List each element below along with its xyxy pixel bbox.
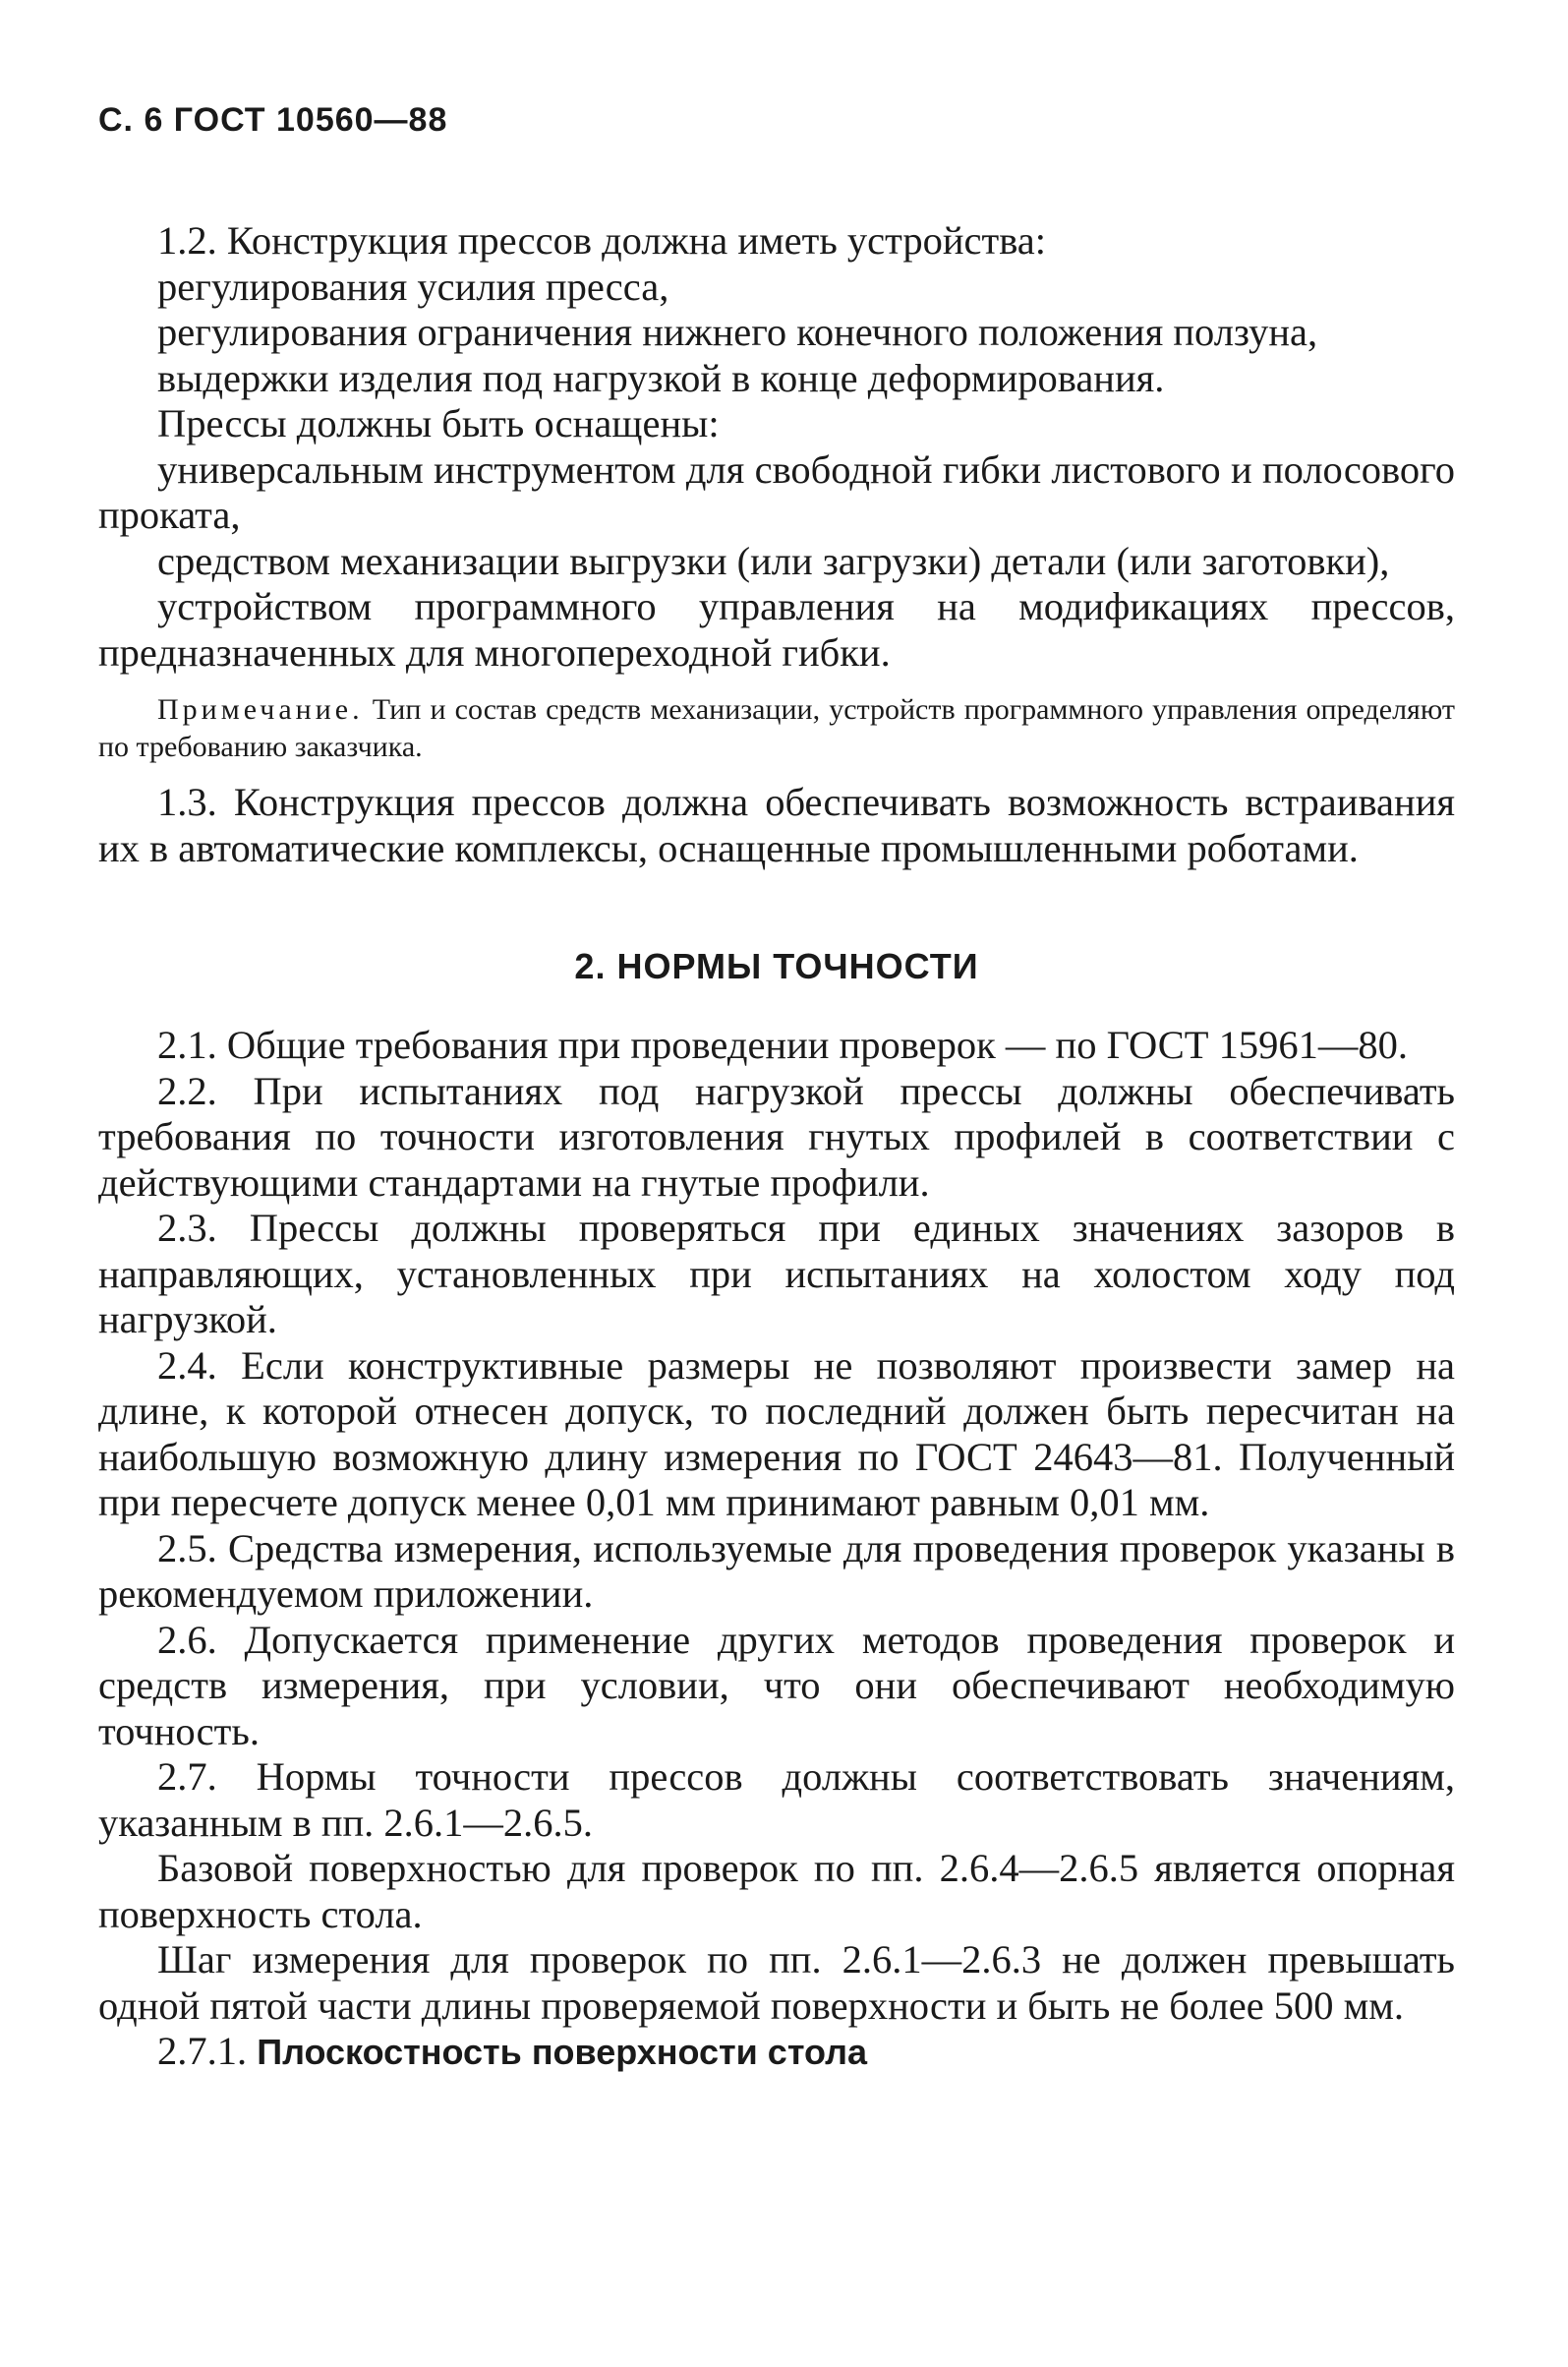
clause-2-6: 2.6. Допускается применение других методов проведения проверок и средств измерения, при условии, что они обеспечивают необходимую точность. <box>98 1617 1455 1753</box>
equipment-lead: Прессы должны быть оснащены: <box>157 401 720 445</box>
clause-2-2: 2.2. При испытаниях под нагрузкой прессы должны обеспечивать требования по точности изготовления гнутых профилей в соответствии с действующими стандартами на гнутые профили. <box>98 1068 1455 1205</box>
subheading-number: 2.7.1. <box>157 2029 248 2073</box>
clause-1-2-item: регулирования ограничения нижнего конечного положения ползуна, <box>157 310 1318 354</box>
subheading-title: Плоскостность поверхности стола <box>257 2032 867 2072</box>
section-title: 2. НОРМЫ ТОЧНОСТИ <box>574 946 979 986</box>
subheading-2-7-1 <box>98 2029 1455 2076</box>
clause-1-2-lead: 1.2. Конструкция прессов должна иметь устройства: <box>157 218 1047 263</box>
clause-2-1: 2.1. Общие требования при проведении проверок — по ГОСТ 15961—80. <box>157 1023 1408 1067</box>
measurement-step-paragraph: Шаг измерения для проверок по пп. 2.6.1—2.6.3 не должен превышать одной пятой части длины проверяемой поверхности и быть не более 500 мм. <box>98 1937 1455 2028</box>
clause-2-4: 2.4. Если конструктивные размеры не позволяют произвести замер на длине, к которой отнесен допуск, то последний должен быть пересчитан на наибольшую возможную длину измерения по ГОСТ 24643—81. Полученный при пересчете допуск менее 0,01 мм принимают равным 0,01 мм. <box>98 1342 1455 1524</box>
equipment-item: устройством программного управления на модификациях прессов, предназначенных для многопереходной гибки. <box>98 584 1455 675</box>
base-surface-paragraph: Базовой поверхностью для проверок по пп. 2.6.4—2.6.5 является опорная поверхность стола. <box>98 1846 1455 1936</box>
clause-1-2-item: выдержки изделия под нагрузкой в конце деформирования. <box>157 355 1165 400</box>
clause-2-5: 2.5. Средства измерения, используемые для проведения проверок указаны в рекомендуемом приложении. <box>98 1525 1455 1616</box>
document-page <box>98 98 1455 2076</box>
equipment-item: универсальным инструментом для свободной гибки листового и полосового проката, <box>98 446 1455 537</box>
note <box>98 691 1455 766</box>
equipment-item: средством механизации выгрузки (или загрузки) детали (или заготовки), <box>157 538 1390 583</box>
clause-2-7: 2.7. Нормы точности прессов должны соответствовать значениям, указанным в пп. 2.6.1—2.6.5. <box>98 1754 1455 1845</box>
clause-1-3: 1.3. Конструкция прессов должна обеспечивать возможность встраивания их в автоматические комплексы, оснащенные промышленными роботами. <box>98 780 1455 870</box>
clause-1-2-item: регулирования усилия пресса, <box>157 264 669 309</box>
running-header: С. 6 ГОСТ 10560—88 <box>98 101 448 139</box>
note-label: Примечание. <box>157 693 364 726</box>
note-text: Тип и состав средств механизации, устройств программного управления определяют по требованию заказчика. <box>98 693 1455 763</box>
clause-2-3: 2.3. Прессы должны проверяться при единых значениях зазоров в направляющих, установленных при испытаниях на холостом ходу под нагрузкой. <box>98 1206 1455 1341</box>
